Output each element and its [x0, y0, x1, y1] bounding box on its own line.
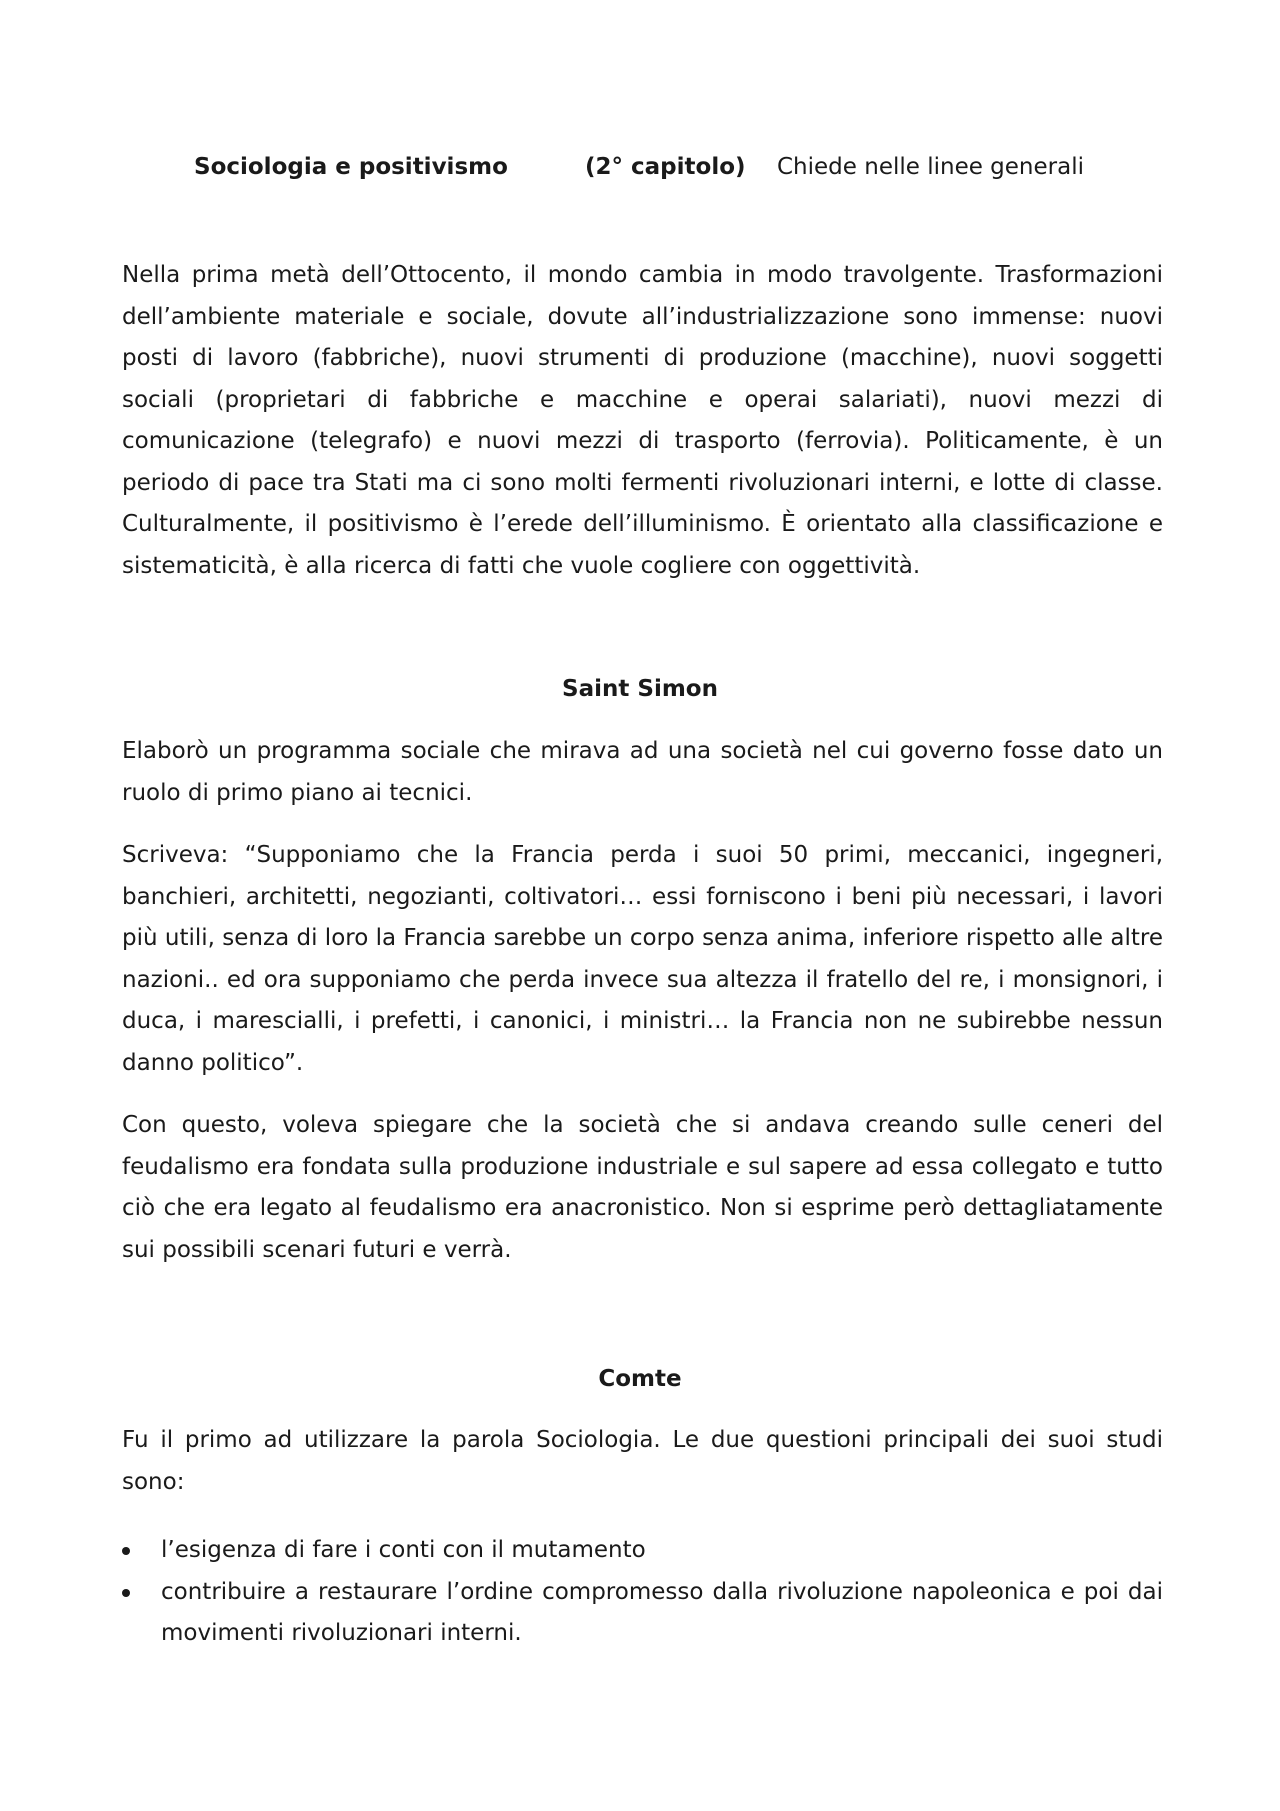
- intro-paragraph: Nella prima metà dell’Ottocento, il mondo cambia in modo travolgente. Trasformazioni dell’ambiente materiale e sociale, dovute all’industrializzazione sono immense: nuovi posti di lavoro (fabbriche), nuovi strumenti di produzione (macchine), nuovi soggetti sociali (proprietari di fabbriche e macchine e operai salariati), nuovi mezzi di comunicazione (telegrafo) e nuovi mezzi di trasporto (ferrovia). Politicamente, è un periodo di pace tra Stati ma ci sono molti fermenti rivoluzionari interni, e lotte di classe. Culturalmente, il positivismo è l’erede dell’illuminismo. È orientato alla classificazione e sistematicità, è alla ricerca di fatti che vuole cogliere con oggettività.: [122, 262, 1163, 579]
- list-item: [122, 1572, 1163, 1655]
- list-item-text: contribuire a restaurare l’ordine compromesso dalla rivoluzione napoleonica e poi dai movimenti rivoluzionari interni.: [161, 1578, 1163, 1646]
- section-heading-comte: Comte: [598, 1366, 682, 1392]
- bullet-icon: [122, 1589, 130, 1597]
- saint-simon-paragraph-3: Con questo, voleva spiegare che la società che si andava creando sulle ceneri del feudalismo era fondata sulla produzione industriale e sul sapere ad essa collegato e tutto ciò che era legato al feudalismo era anacronistico. Non si esprime però dettagliatamente sui possibili scenari futuri e verrà.: [122, 1112, 1163, 1263]
- document-title: Sociologia e positivismo: [194, 154, 508, 180]
- saint-simon-paragraph-1: Elaborò un programma sociale che mirava ad una società nel cui governo fosse dato un ruolo di primo piano ai tecnici.: [122, 738, 1163, 806]
- bullet-icon: [122, 1547, 130, 1555]
- comte-bullet-list: [122, 1530, 1163, 1655]
- chapter-label: (2° capitolo): [585, 154, 746, 180]
- saint-simon-paragraph-2: Scriveva: “Supponiamo che la Francia perda i suoi 50 primi, meccanici, ingegneri, banchieri, architetti, negozianti, coltivatori… essi forniscono i beni più necessari, i lavori più utili, senza di loro la Francia sarebbe un corpo senza anima, inferiore rispetto alle altre nazioni.. ed ora supponiamo che perda invece sua altezza il fratello del re, i monsignori, i duca, i marescialli, i prefetti, i canonici, i ministri… la Francia non ne subirebbe nessun danno politico”.: [122, 842, 1163, 1076]
- list-item-text: l’esigenza di fare i conti con il mutamento: [161, 1537, 646, 1563]
- header-note: Chiede nelle linee generali: [777, 154, 1084, 180]
- comte-paragraph-1: Fu il primo ad utilizzare la parola Sociologia. Le due questioni principali dei suoi studi sono:: [122, 1427, 1163, 1495]
- section-heading-saint-simon: Saint Simon: [562, 676, 718, 702]
- list-item: [122, 1530, 1163, 1572]
